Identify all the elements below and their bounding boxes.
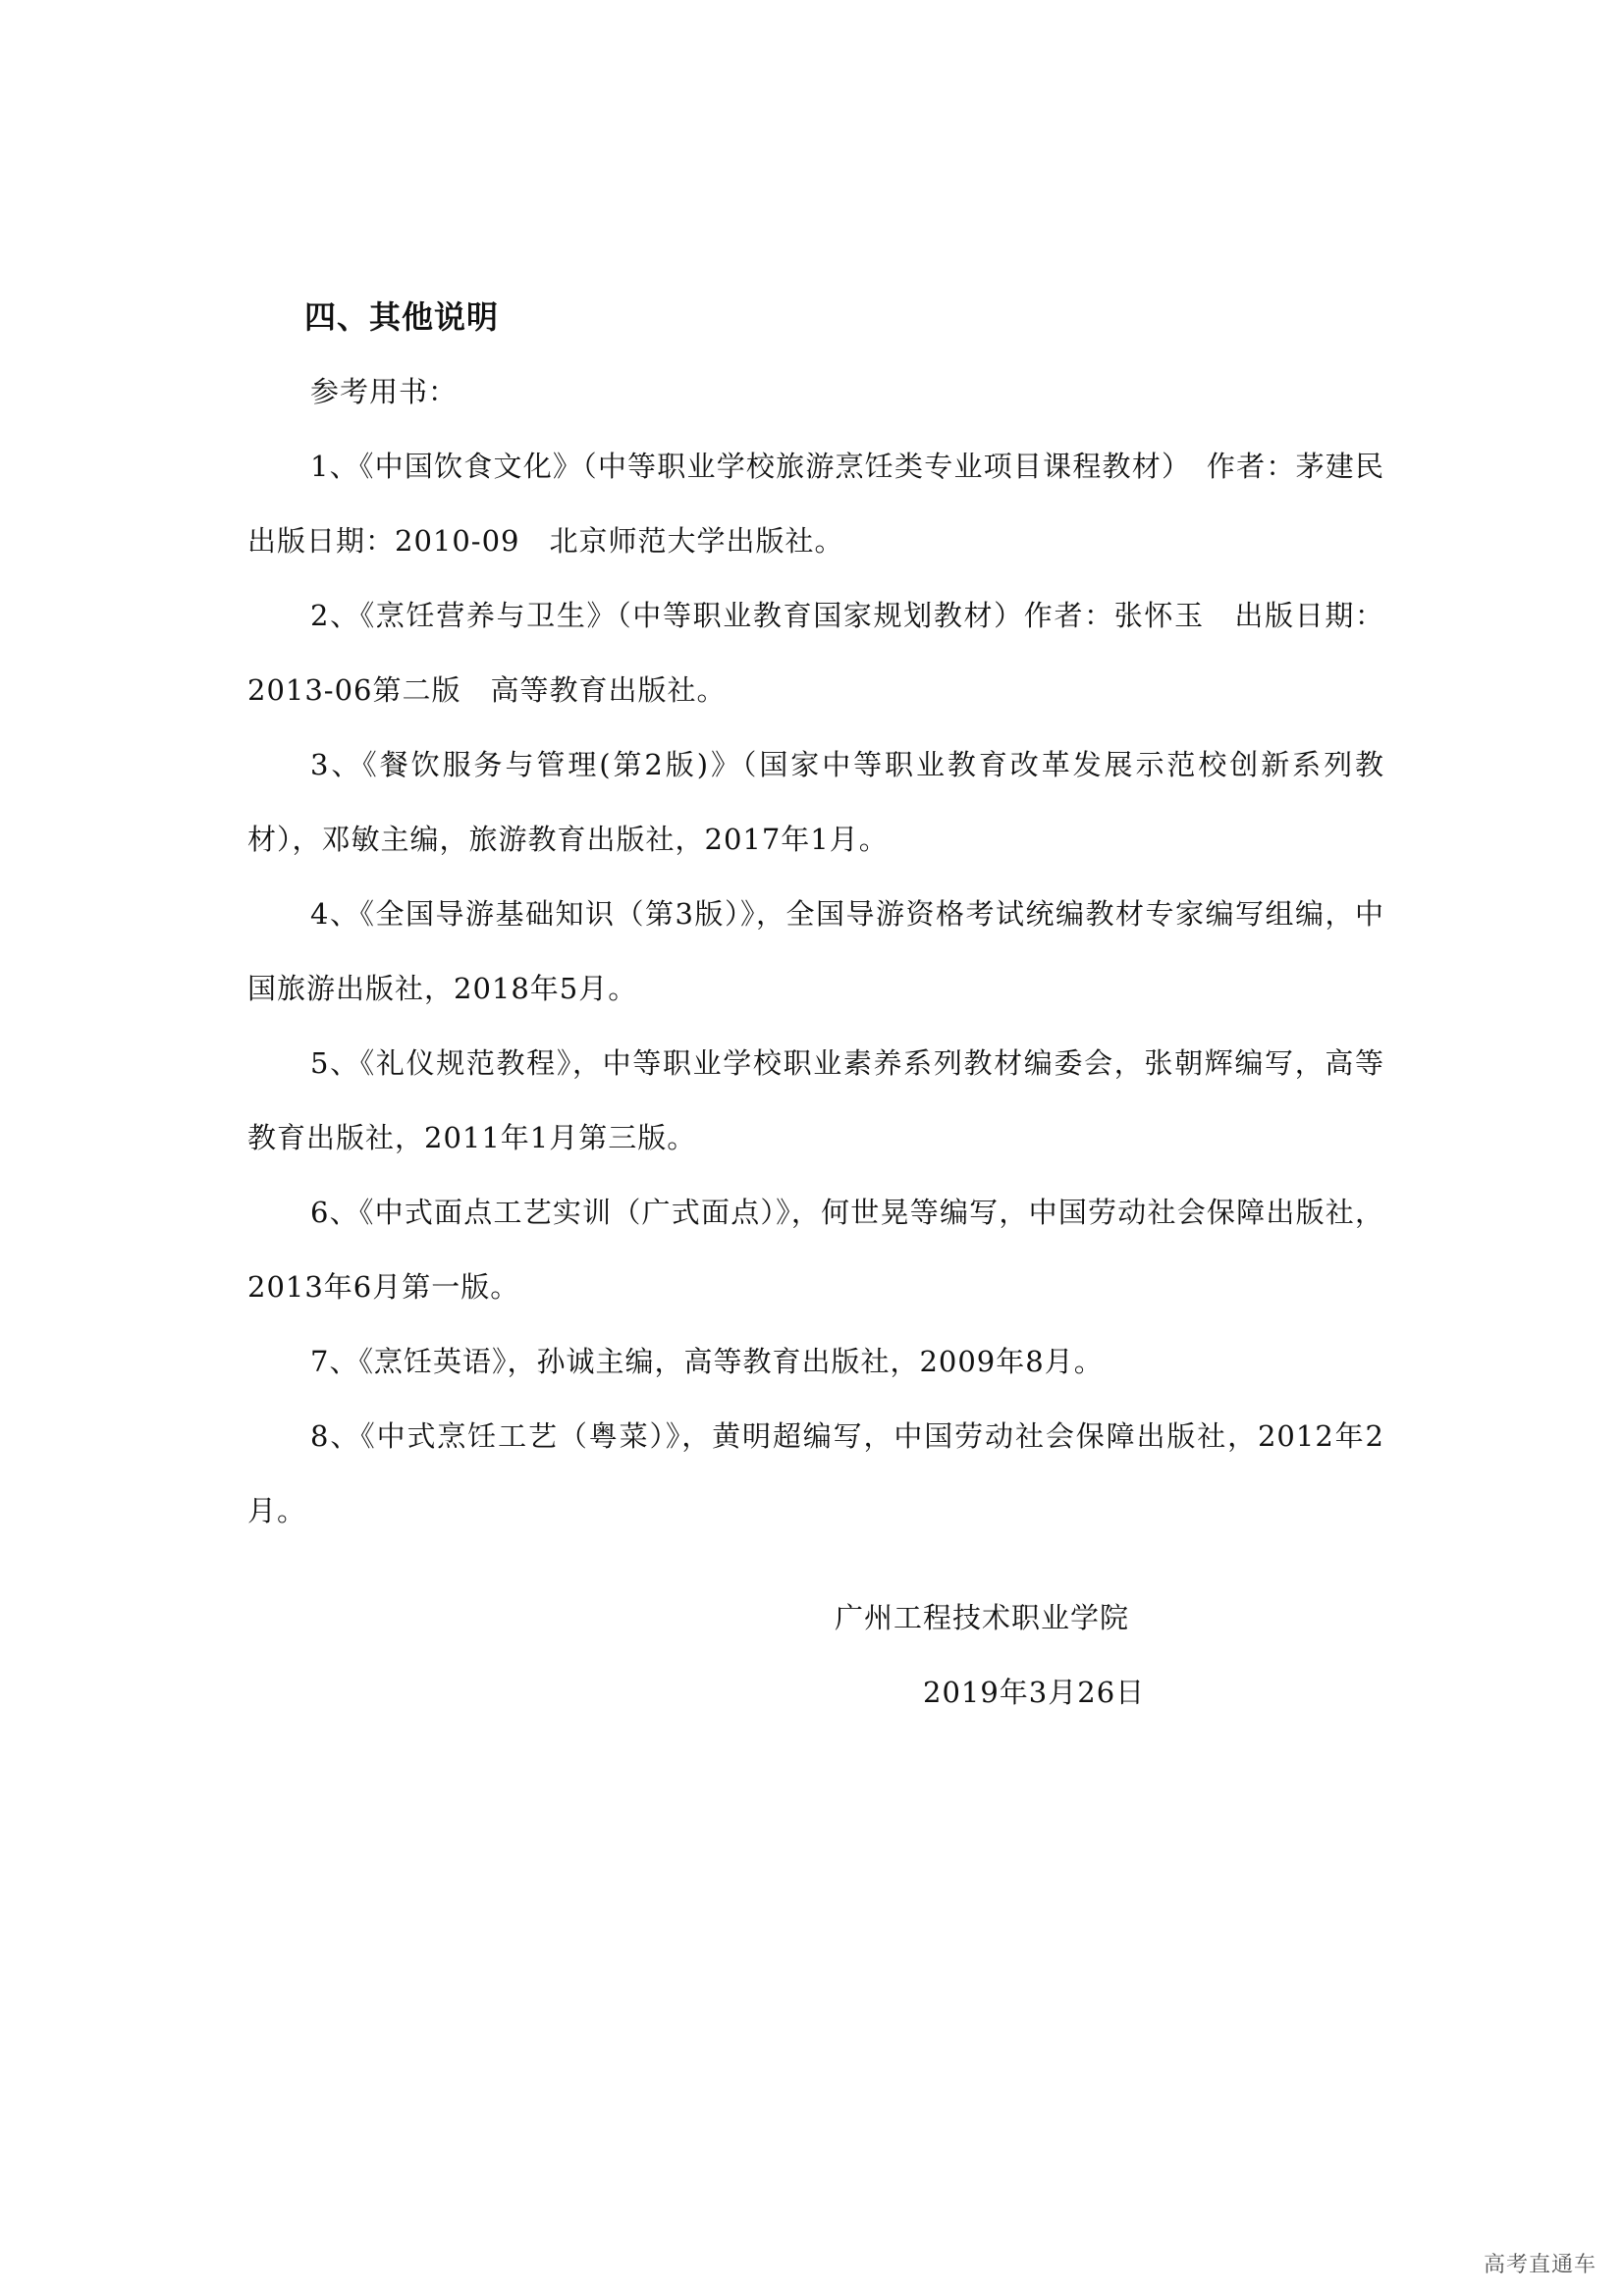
signature-date: 2019年3月26日 (923, 1676, 1146, 1709)
reference-item-6: 6、《中式面点工艺实训（广式面点）》，何世晃等编写，中国劳动社会保障出版社，2013年6月第一版。 (247, 1196, 1384, 1304)
watermark-text: 高考直通车 (1483, 2253, 1597, 2277)
reference-item-1: 1、《中国饮食文化》（中等职业学校旅游烹饪类专业项目课程教材） 作者：茅建民 出版日期：2010-09 北京师范大学出版社。 (247, 450, 1444, 558)
reference-item-2: 2、《烹饪营养与卫生》（中等职业教育国家规划教材）作者：张怀玉 出版日期：2013-06第二版 高等教育出版社。 (247, 599, 1384, 707)
reference-item-4: 4、《全国导游基础知识（第3版）》，全国导游资格考试统编教材专家编写组编，中国旅游出版社，2018年5月。 (247, 897, 1384, 1005)
references-heading: 参考用书： (310, 375, 459, 408)
reference-item-5: 5、《礼仪规范教程》，中等职业学校职业素养系列教材编委会，张朝辉编写，高等教育出版社，2011年1月第三版。 (247, 1046, 1384, 1154)
section-title: 四、其他说明 (304, 298, 500, 336)
reference-item-8: 8、《中式烹饪工艺（粤菜）》，黄明超编写，中国劳动社会保障出版社，2012年2月。 (247, 1419, 1384, 1527)
reference-item-3: 3、《餐饮服务与管理(第2版)》（国家中等职业教育改革发展示范校创新系列教材），邓敏主编，旅游教育出版社，2017年1月。 (247, 748, 1384, 856)
document-body (247, 280, 1444, 1548)
signature-block (835, 1580, 1247, 1730)
reference-item-7: 7、《烹饪英语》，孙诚主编，高等教育出版社，2009年8月。 (310, 1345, 1104, 1378)
signature-organization: 广州工程技术职业学院 (835, 1601, 1130, 1634)
